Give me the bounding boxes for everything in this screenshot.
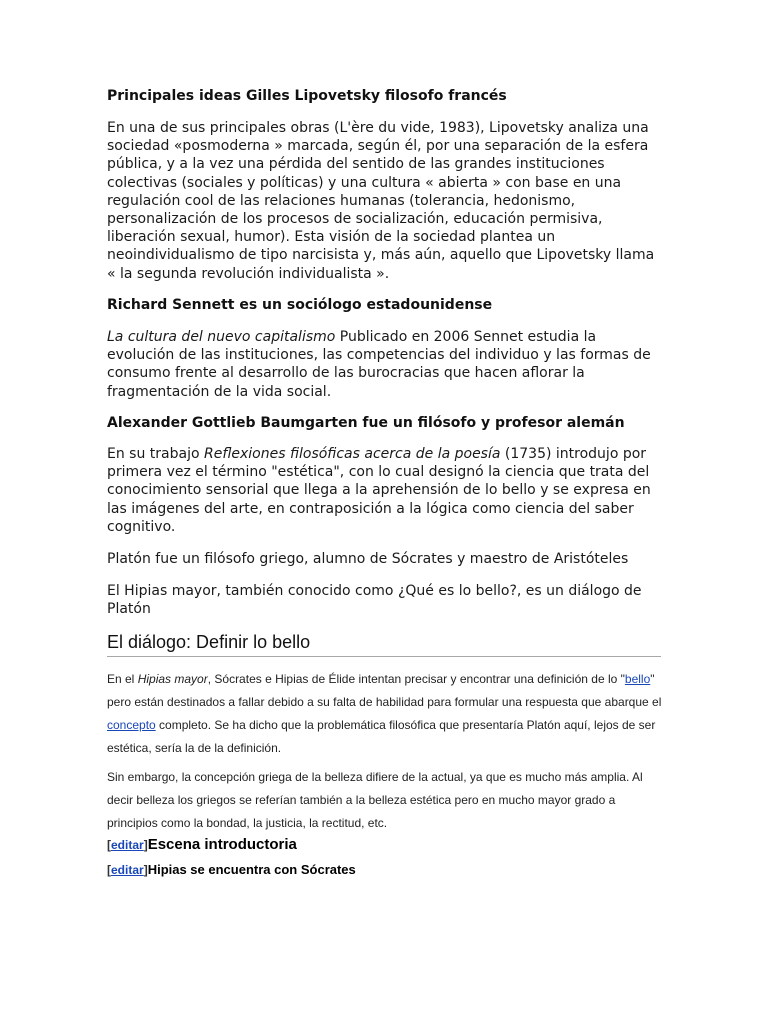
edit-bracket-close: ] bbox=[143, 838, 148, 852]
escena-subheading bbox=[107, 836, 297, 853]
wiki-p1-d: completo. Se ha dicho que la problemática filosófica que presentaría Platón aquí, lejos de ser estética, sería la de la definición. bbox=[107, 718, 656, 755]
sennett-heading: Richard Sennett es un sociólogo estadounidense bbox=[107, 297, 493, 313]
platon-paragraph: Platón fue un filósofo griego, alumno de Sócrates y maestro de Aristóteles bbox=[107, 551, 629, 567]
edit-bracket-open: [ bbox=[107, 838, 111, 852]
baumgarten-paragraph bbox=[107, 445, 663, 536]
baumgarten-book-title: Reflexiones filosóficas acerca de la poesía bbox=[203, 446, 501, 462]
baumgarten-heading: Alexander Gottlieb Baumgarten fue un filósofo y profesor alemán bbox=[107, 415, 625, 431]
edit-link-encuentro[interactable]: editar bbox=[111, 863, 144, 877]
edit-bracket-open-2: [ bbox=[107, 863, 111, 877]
baumgarten-text-post: (1735) introdujo por primera vez el término "estética", con lo cual designó la ciencia que trata del conocimiento sensorial que llega a la aprehensión de lo bello y se expresa en las imágenes del arte, en contraposición a la lógica como ciencia del saber cognitivo. bbox=[107, 446, 651, 535]
escena-subheading-text: Escena introductoria bbox=[147, 836, 297, 853]
wiki-p1-b: , Sócrates e Hipias de Élide intentan precisar y encontrar una definición de lo " bbox=[207, 672, 625, 686]
sennett-paragraph bbox=[107, 328, 663, 401]
baumgarten-text-pre: En su trabajo bbox=[107, 446, 204, 462]
wiki-p1-a: En el bbox=[107, 672, 138, 686]
edit-link-escena[interactable]: editar bbox=[111, 838, 144, 852]
lipovetsky-heading: Principales ideas Gilles Lipovetsky filosofo francés bbox=[107, 88, 507, 104]
wiki-p1-c: " pero están destinados a fallar debido a su falta de habilidad para formular una respuesta que abarque el bbox=[107, 672, 662, 709]
encuentro-subheading-text: Hipias se encuentra con Sócrates bbox=[147, 862, 356, 877]
wiki-paragraph-1 bbox=[107, 668, 667, 760]
bello-link[interactable]: bello bbox=[624, 672, 651, 686]
wiki-p1-italic: Hipias mayor bbox=[137, 672, 208, 686]
hipias-paragraph: El Hipias mayor, también conocido como ¿Qué es lo bello?, es un diálogo de Platón bbox=[107, 583, 642, 618]
lipovetsky-paragraph: En una de sus principales obras (L'ère du vide, 1983), Lipovetsky analiza una sociedad «posmoderna » marcada, según él, por una separación de la esfera pública, y a la vez una pérdida del sentido de las grandes instituciones colectivas (sociales y políticas) y una cultura « abierta » con base en una regulación cool de las relaciones humanas (tolerancia, hedonismo, personalización de los procesos de socialización, educación permisiva, liberación sexual, humor). Esta visión de la sociedad plantea un neoindividualismo de tipo narcisista y, más aún, aquello que Lipovetsky llama « la segunda revolución individualista ». bbox=[107, 120, 655, 282]
edit-bracket-close-2: ] bbox=[143, 863, 148, 877]
concepto-link[interactable]: concepto bbox=[107, 718, 156, 732]
sennett-text: Publicado en 2006 Sennet estudia la evolución de las instituciones, las competencias del individuo y las formas de consumo frente al desarrollo de las burocracias que hacen aflorar la fragmentación de la vida social. bbox=[107, 329, 651, 400]
sennett-book-title: La cultura del nuevo capitalismo bbox=[107, 329, 336, 345]
dialogo-heading: El diálogo: Definir lo bello bbox=[107, 631, 661, 657]
encuentro-subheading bbox=[107, 862, 356, 877]
wiki-paragraph-2: Sin embargo, la concepción griega de la belleza difiere de la actual, ya que es mucho más amplia. Al decir belleza los griegos se referían también a la belleza estética pero en mucho mayor grado a principios como la bondad, la justicia, la rectitud, etc. bbox=[107, 770, 643, 830]
